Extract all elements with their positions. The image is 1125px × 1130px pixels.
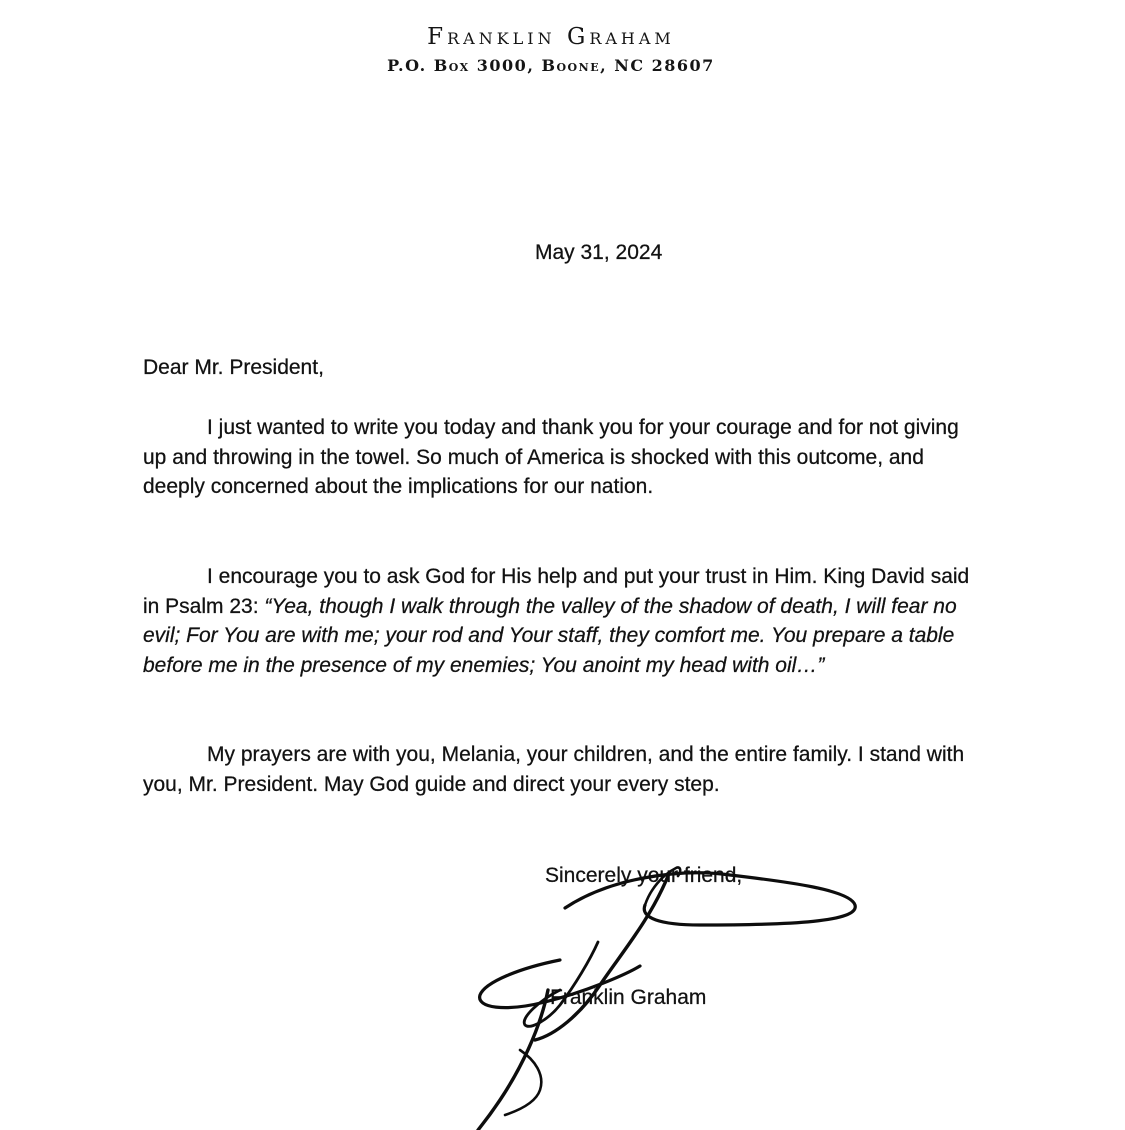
- salutation: Dear Mr. President,: [143, 356, 324, 379]
- paragraph-2: [143, 562, 973, 680]
- letter-date: May 31, 2024: [535, 241, 663, 264]
- psalm-quote: “Yea, though I walk through the valley of the shadow of death, I will fear no evil; For You are with me; your rod and Your staff, they comfort me. You prepare a table before me in the presence of my enemies; You anoint my head with oil…”: [143, 594, 957, 677]
- signer-name: Franklin Graham: [550, 986, 707, 1009]
- closing: Sincerely your friend,: [545, 864, 743, 887]
- letterhead-name: Franklin Graham: [427, 24, 675, 50]
- letterhead-address: P.O. Box 3000, Boone, NC 28607: [387, 56, 715, 75]
- paragraph-2-intro: I encourage you to ask God for His help and put your trust in Him. King David said in Psalm 23:: [143, 565, 970, 618]
- paragraph-1: I just wanted to write you today and thank you for your courage and for not giving up and throwing in the towel. So much of America is shocked with this outcome, and deeply concerned about the implications for our nation.: [143, 416, 959, 498]
- paragraph-3: My prayers are with you, Melania, your children, and the entire family. I stand with you, Mr. President. May God guide and direct your every step.: [143, 743, 965, 796]
